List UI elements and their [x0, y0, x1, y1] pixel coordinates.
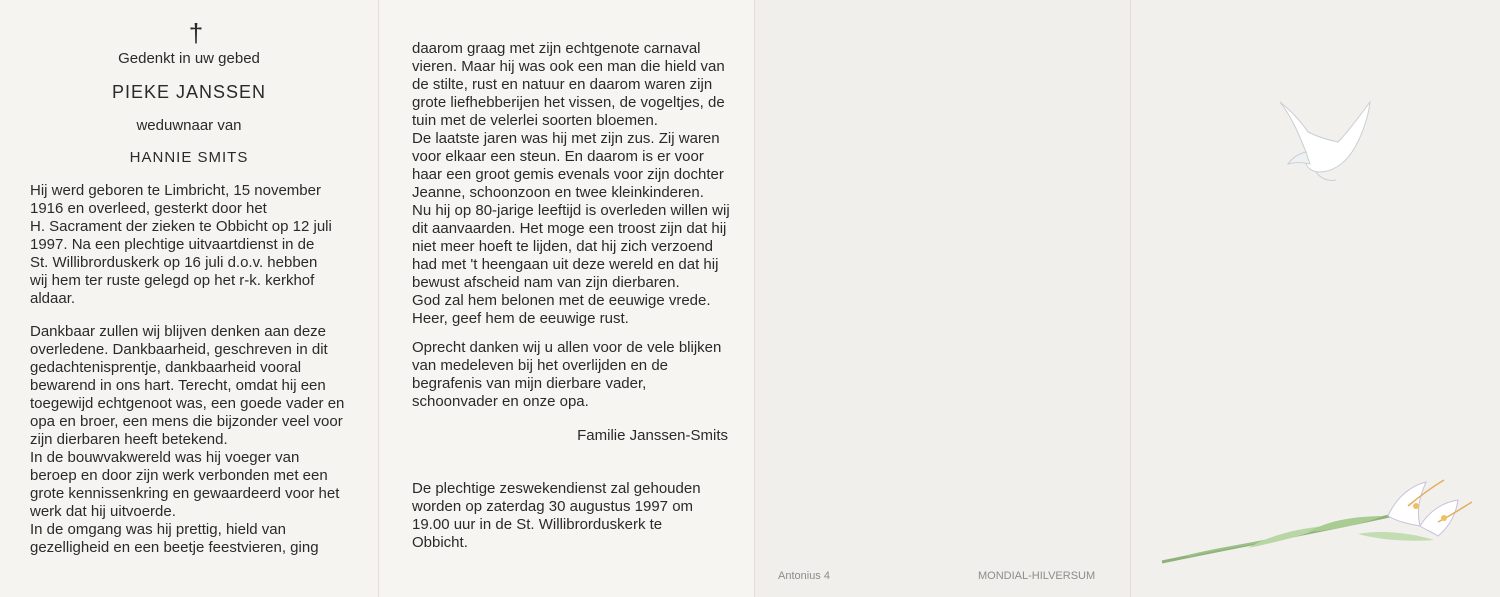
publisher-credit: MONDIAL-HILVERSUM [978, 570, 1096, 582]
lily-flowers-icon [1158, 476, 1478, 572]
fold-line [378, 0, 379, 597]
cross-symbol: † [188, 18, 204, 48]
fold-line [754, 0, 755, 597]
remembrance-paragraph: Dankbaar zullen wij blijven denken aan deze overledene. Dankbaarheid, geschreven in dit gedachtenisprentje, dankbaarheid vooral bewarend in ons hart. Terecht, omdat hij een toegewijd echtgenoot was, een goede vader en opa en broer, een mens die bijzonder veel voor zijn dierbaren heeft betekend. In de bouwvakwereld was hij voeger van beroep en door zijn werk verbonden met een grote kennissenkring en gewaardeerd voor het werk dat hij uitvoerde. In de omgang was hij prettig, hield van gezelligheid en een beetje feestvieren, ging [30, 323, 345, 556]
spouse-name: HANNIE SMITS [129, 149, 249, 166]
cover-back-panel [754, 0, 1130, 597]
memorial-service-notice: De plechtige zeswekendienst zal gehouden worden op zaterdag 30 augustus 1997 om 19.00 uur in de St. Willibrorduskerk te Obbicht. [412, 480, 701, 551]
printer-credit: Antonius 4 [778, 570, 830, 582]
remembrance-continued: daarom graag met zijn echtgenote carnaval vieren. Maar hij was ook een man die hield van de stilte, rust en natuur en daarom waren zijn grote liefhebberijen het vissen, de vogeltjes, de tuin met de velerlei soorten bloemen. De laatste jaren was hij met zijn zus. Zij waren voor elkaar een steun. En daarom is er voor haar een groot gemis evenals voor zijn dochter Jeanne, schoonzoon en twee kleinkinderen. Nu hij op 80-jarige leeftijd is overleden willen wij dit aanvaarden. Het moge een troost zijn dat hij niet meer hoeft te lijden, dat hij zich verzoend had met 't heengaan uit deze wereld en dat hij bewust afscheid nam van zijn dierbaren. God zal hem belonen met de eeuwige vrede. Heer, geef hem de eeuwige rust. [412, 40, 730, 327]
deceased-name: PIEKE JANSSEN [111, 82, 267, 102]
dove-icon [1272, 92, 1372, 192]
thanks-paragraph: Oprecht danken wij u allen voor de vele blijken van medeleven bij het overlijden en de begrafenis van mijn dierbare vader, schoonvader en onze opa. [412, 339, 722, 410]
biography-paragraph: Hij werd geboren te Limbricht, 15 november 1916 en overleed, gesterkt door het H. Sacrament der zieken te Obbicht op 12 juli 1997. Na een plechtige uitvaartdienst in de St. Willibrorduskerk op 16 juli d.o.v. hebben wij hem ter ruste gelegd op het r-k. kerkhof aldaar. [30, 182, 332, 307]
relation-line: weduwnaar van [136, 117, 242, 134]
fold-line [1130, 0, 1131, 597]
family-signature: Familie Janssen-Smits [577, 427, 728, 444]
remember-line: Gedenkt in uw gebed [118, 50, 260, 67]
